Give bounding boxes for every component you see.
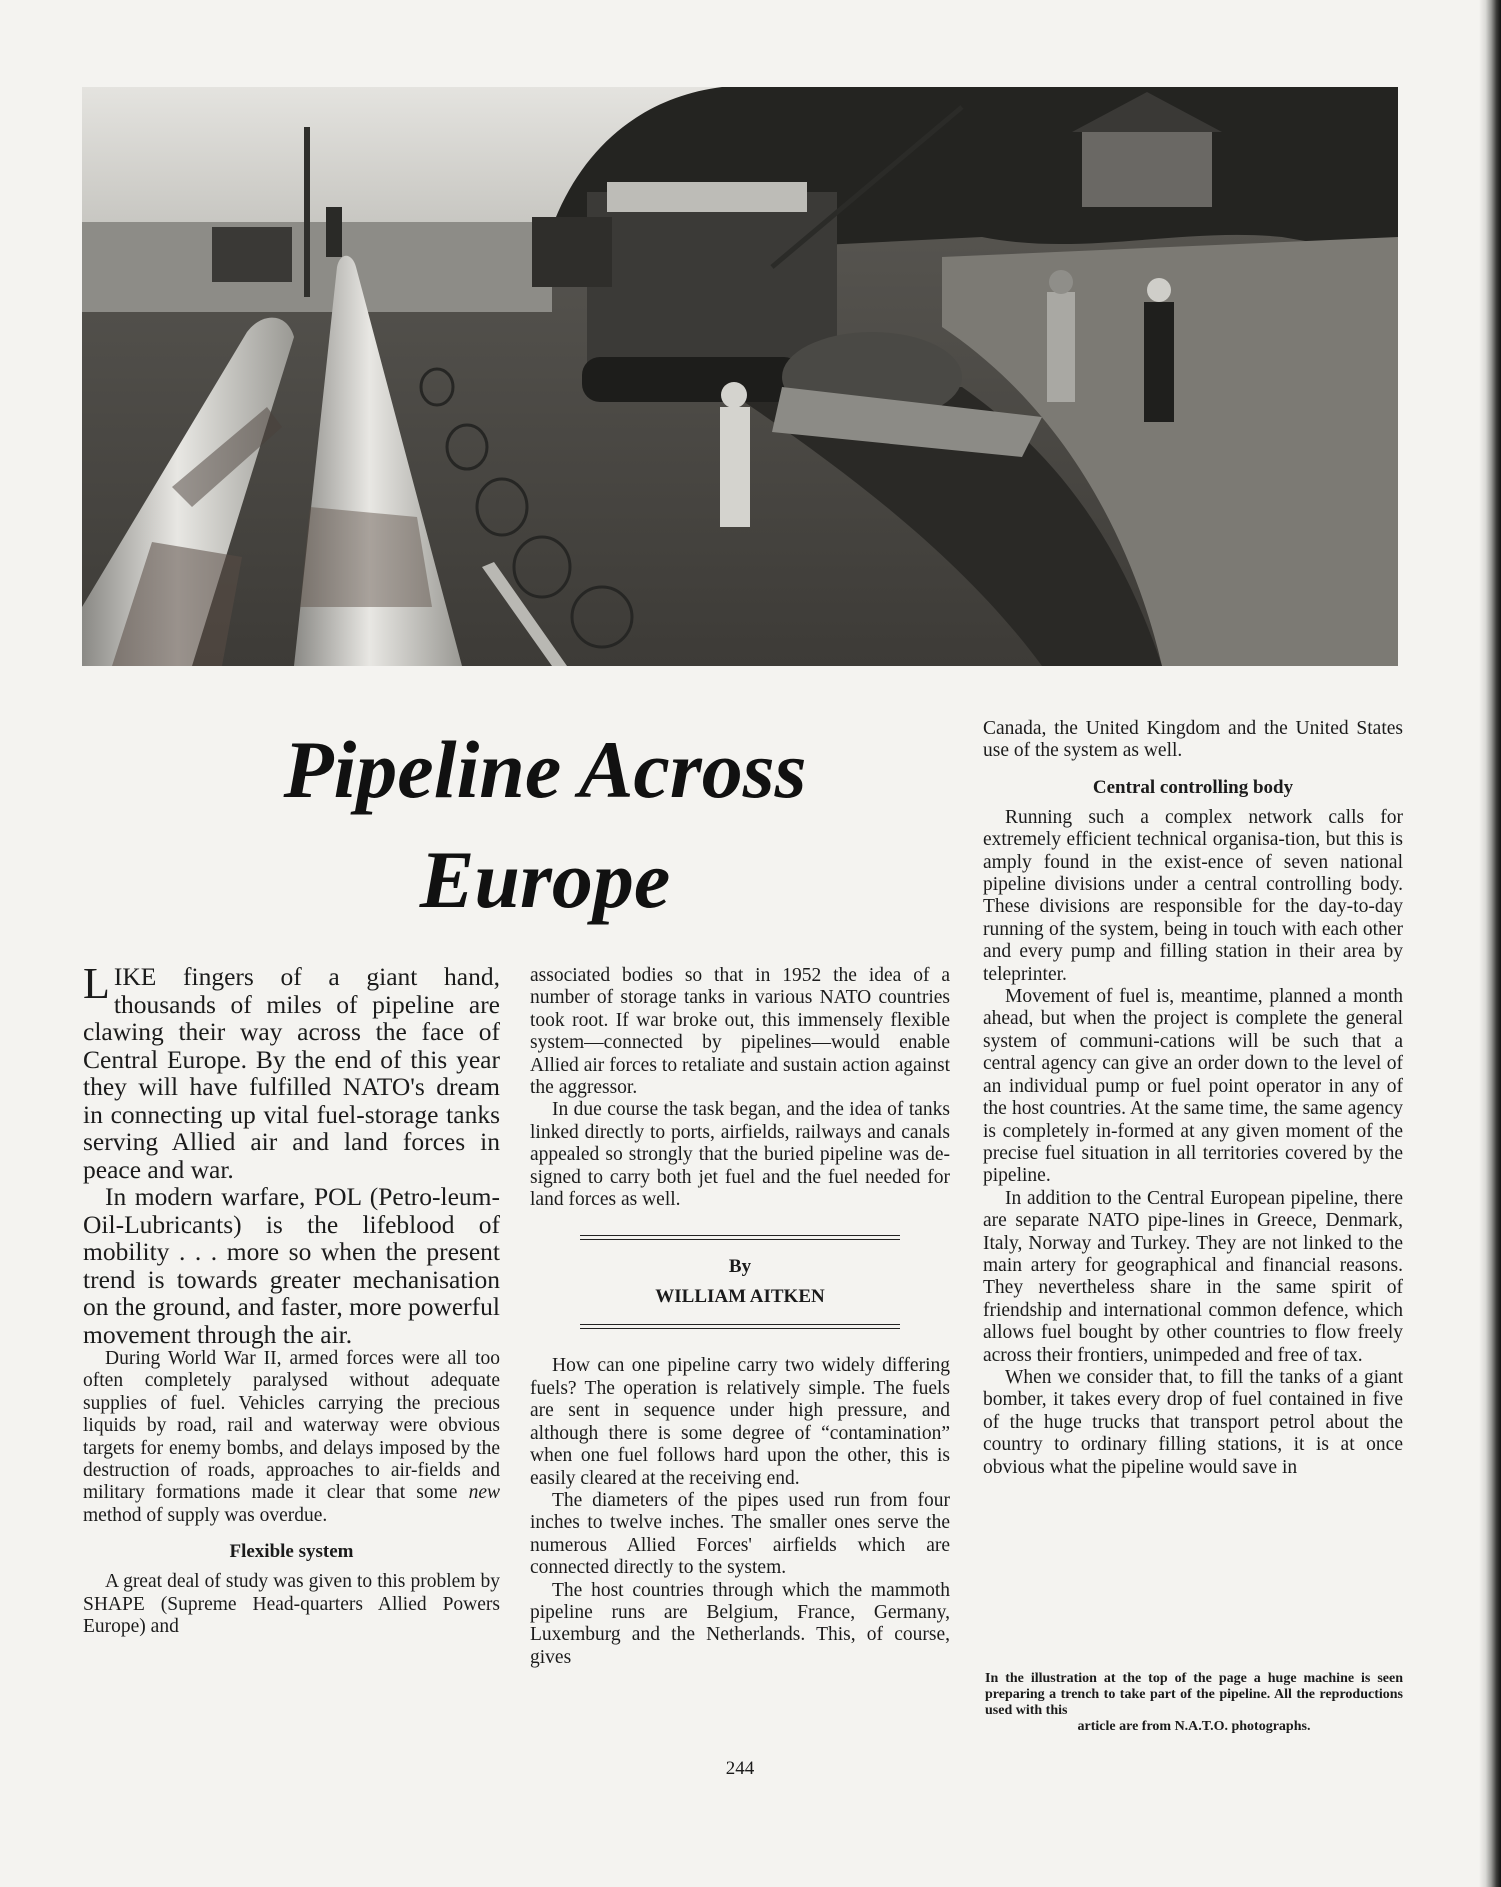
paragraph-separate-pipelines: In addition to the Central European pipeline, there are separate NATO pipe-lines in Greece, Denmark, Italy, Norway and Turkey. They are not linked to the main artery for geographical and financial reasons. They nevertheless share in the same spirit of friendship and international common defence, which allows fuel bought by other countries to flow freely across their frontiers, unimpeded and free of tax.	[983, 1187, 1403, 1366]
paragraph-network: Running such a complex network calls for extremely efficient technical organisa-tion, but this is amply found in the exist-ence of seven national pipeline divisions under a central controlling body. These divisions are responsible for the day-to-day running of the system, being in touch with each other and every pump and filling station in their area by teleprinter.	[983, 806, 1403, 985]
paragraph-ww2	[83, 1348, 500, 1527]
emphasis-new: new	[468, 1482, 500, 1504]
paragraph-task: In due course the task began, and the idea of tanks linked directly to ports, airfields, railways and canals appealed so strongly that the buried pipeline was de-signed to carry both jet fuel and the fuel needed for land forces as well.	[530, 1099, 950, 1211]
pipeline-trench-photo	[82, 87, 1398, 666]
paragraph-movement: Movement of fuel is, meantime, planned a month ahead, but when the project is complete the general system of communi-cations will be such that a central agency can give an order down to the level of an individual pump or fuel point operator in any of the host countries. At the same time, the same agency is completely in-formed at any given moment of the precise fuel situation in all territories covered by the pipeline.	[983, 986, 1403, 1187]
byline-box	[530, 1235, 950, 1329]
byline	[530, 1252, 950, 1312]
page-edge	[1479, 0, 1501, 1887]
photo-caption	[985, 1671, 1403, 1735]
paragraph-host-countries: The host countries through which the mammoth pipeline runs are Belgium, France, Germany, Luxemburg and the Netherlands. This, of course, gives	[530, 1579, 950, 1668]
byline-by: By	[728, 1256, 752, 1278]
lead-paragraph-2: In modern warfare, POL (Petro-leum-Oil-Lubricants) is the lifeblood of mobility . . . more so when the present trend is towards greater mechanisation on the ground, and faster, more powerful movement through the air.	[83, 1182, 500, 1349]
paragraph-storage: associated bodies so that in 1952 the idea of a number of storage tanks in various NATO countries took root. If war broke out, this immensely flexible system—connected by pipelines—would enable Allied air forces to retaliate and sustain action against the aggressor.	[530, 965, 950, 1099]
lead-paragraph	[83, 959, 500, 1184]
paragraph-ww2-end: method of supply was overdue.	[83, 1504, 328, 1526]
article-title	[160, 715, 930, 935]
subheading-flexible-system: Flexible system	[229, 1541, 354, 1563]
title-line-1: Pipeline Across	[283, 724, 807, 815]
paragraph-fuels: How can one pipeline carry two widely differing fuels? The operation is relatively simple. The fuels are sent in sequence under high pressure, and although there is some degree of “contamination” when one fuel follows hard upon the other, this is easily cleared at the receiving end.	[530, 1355, 950, 1489]
subheading-central-body: Central controlling body	[1092, 776, 1294, 798]
paragraph-ww2-text: During World War II, armed forces were all too often completely paralysed without adequate supplies of fuel. Vehicles carrying the precious liquids by road, rail and waterway were obvious targets for enemy bombs, and delays imposed by the destruction of roads, approaches to air-fields and military formations made it clear that some	[83, 1348, 500, 1504]
rule-bottom	[580, 1324, 900, 1329]
column-2	[530, 965, 950, 1669]
paragraph-diameters: The diameters of the pipes used run from four inches to twelve inches. The smaller ones serve the numerous Allied Forces' airfields which are connected directly to the system.	[530, 1489, 950, 1579]
caption-last-line: article are from N.A.T.O. photographs.	[1077, 1719, 1311, 1734]
caption-text: In the illustration at the top of the page a huge machine is seen preparing a trench to take part of the pipeline. All the reproductions used with this	[985, 1671, 1403, 1718]
paragraph-study: A great deal of study was given to this problem by SHAPE (Supreme Head-quarters Allied Powers Europe) and	[83, 1571, 500, 1638]
drop-cap: L	[83, 959, 110, 1008]
paragraph-bomber: When we consider that, to fill the tanks of a giant bomber, it takes every drop of fuel contained in five of the huge trucks that transport petrol about the country to ordinary filling stations, it is at once obvious what the pipeline would save in	[983, 1366, 1403, 1478]
title-line-2: Europe	[419, 834, 671, 925]
paragraph-canada: Canada, the United Kingdom and the United States use of the system as well.	[983, 718, 1403, 762]
byline-author: WILLIAM AITKEN	[655, 1286, 825, 1308]
column-1	[83, 959, 500, 1638]
page-number: 244	[725, 1758, 755, 1779]
column-3	[983, 718, 1403, 1479]
rule-top	[580, 1235, 900, 1240]
lead-text: IKE fingers of a giant hand, thousands of miles of pipeline are clawing their way across the face of Central Europe. By the end of this year they will have fulfilled NATO's dream in connecting up vital fuel-storage tanks serving Allied air and land forces in peace and war.	[83, 962, 500, 1184]
